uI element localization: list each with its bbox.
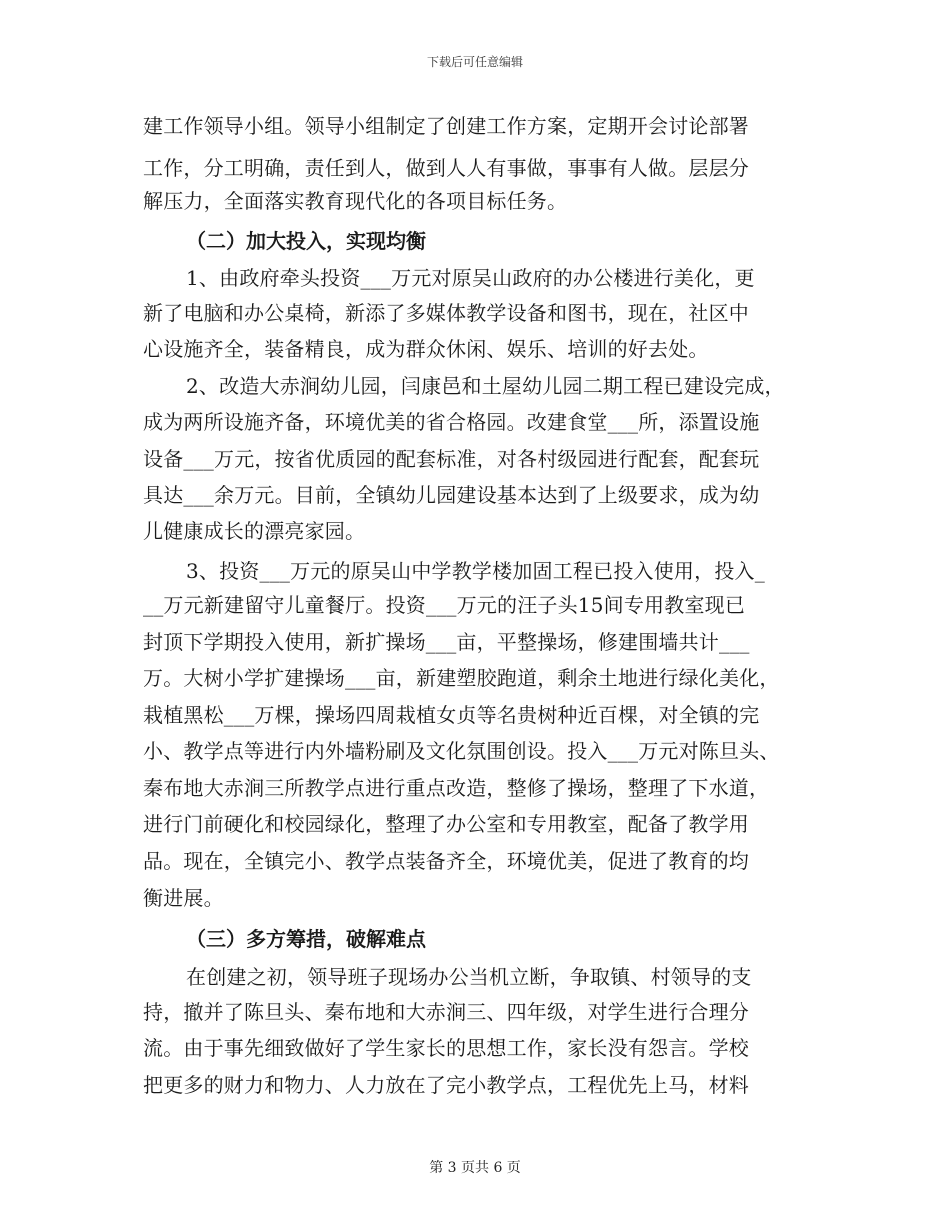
paragraph-line: 衡进展。: [143, 886, 224, 910]
paragraph-line: 小、教学点等进行内外墙粉刷及文化氛围创设。投入___万元对陈旦头、: [143, 739, 780, 763]
paragraph-line: 万。大树小学扩建操场___亩，新建塑胶跑道，剩余土地进行绿化美化，: [143, 666, 780, 690]
paragraph-line: 进行门前硬化和校园绿化，整理了办公室和专用教室，配备了教学用: [143, 812, 749, 836]
paragraph-line: 心设施齐全，装备精良，成为群众休闲、娱乐、培训的好去处。: [143, 337, 709, 361]
paragraph-line: 成为两所设施齐备，环境优美的省合格园。改建食堂___所，添置设施: [143, 410, 760, 434]
paragraph-line: 流。由于事先细致做好了学生家长的思想工作，家长没有怨言。学校: [143, 1036, 749, 1060]
paragraph-line: 封顶下学期投入使用，新扩操场___亩，平整操场，修建围墙共计___: [143, 630, 750, 654]
paragraph-line: 在创建之初，领导班子现场办公当机立断，争取镇、村领导的支: [186, 965, 752, 989]
paragraph-line: 栽植黑松___万棵，操场四周栽植女贞等名贵树种近百棵，对全镇的完: [143, 703, 760, 727]
paragraph-line: 工作，分工明确，责任到人，做到人人有事做，事事有人做。层层分: [143, 156, 749, 180]
section-heading: （二）加大投入，实现均衡: [186, 229, 426, 253]
section-heading: （三）多方筹措，破解难点: [186, 927, 426, 951]
paragraph-line: 2、改造大赤涧幼儿园，闫康邑和土屋幼儿园二期工程已建设完成，: [186, 374, 785, 398]
page-header: 下载后可任意编辑: [426, 55, 523, 69]
paragraph-line: __万元新建留守儿童餐厅。投资___万元的汪子头15间专用教室现已: [143, 593, 746, 617]
paragraph-line: 设备___万元，按省优质园的配套标准，对各村级园进行配套，配套玩: [143, 447, 760, 471]
paragraph-line: 儿健康成长的漂亮家园。: [143, 519, 366, 543]
paragraph-line: 具达___余万元。目前，全镇幼儿园建设基本达到了上级要求，成为幼: [143, 483, 760, 507]
paragraph-line: 建工作领导小组。领导小组制定了创建工作方案，定期开会讨论部署: [143, 114, 749, 138]
paragraph-line: 1、由政府牵头投资___万元对原吴山政府的办公楼进行美化，更: [186, 266, 755, 290]
paragraph-line: 品。现在，全镇完小、教学点装备齐全，环境优美，促进了教育的均: [143, 849, 749, 873]
paragraph-line: 3、投资___万元的原吴山中学教学楼加固工程已投入使用，投入_: [186, 559, 765, 583]
paragraph-line: 新了电脑和办公桌椅，新添了多媒体教学设备和图书，现在，社区中: [143, 301, 749, 325]
paragraph-line: 解压力，全面落实教育现代化的各项目标任务。: [143, 189, 568, 213]
paragraph-line: 把更多的财力和物力、人力放在了完小教学点，工程优先上马，材料: [143, 1073, 749, 1097]
paragraph-line: 持，撤并了陈旦头、秦布地和大赤涧三、四年级，对学生进行合理分: [143, 1000, 749, 1024]
page-footer: 第 3 页共 6 页: [429, 1160, 521, 1176]
paragraph-line: 秦布地大赤涧三所教学点进行重点改造，整修了操场，整理了下水道，: [143, 776, 770, 800]
